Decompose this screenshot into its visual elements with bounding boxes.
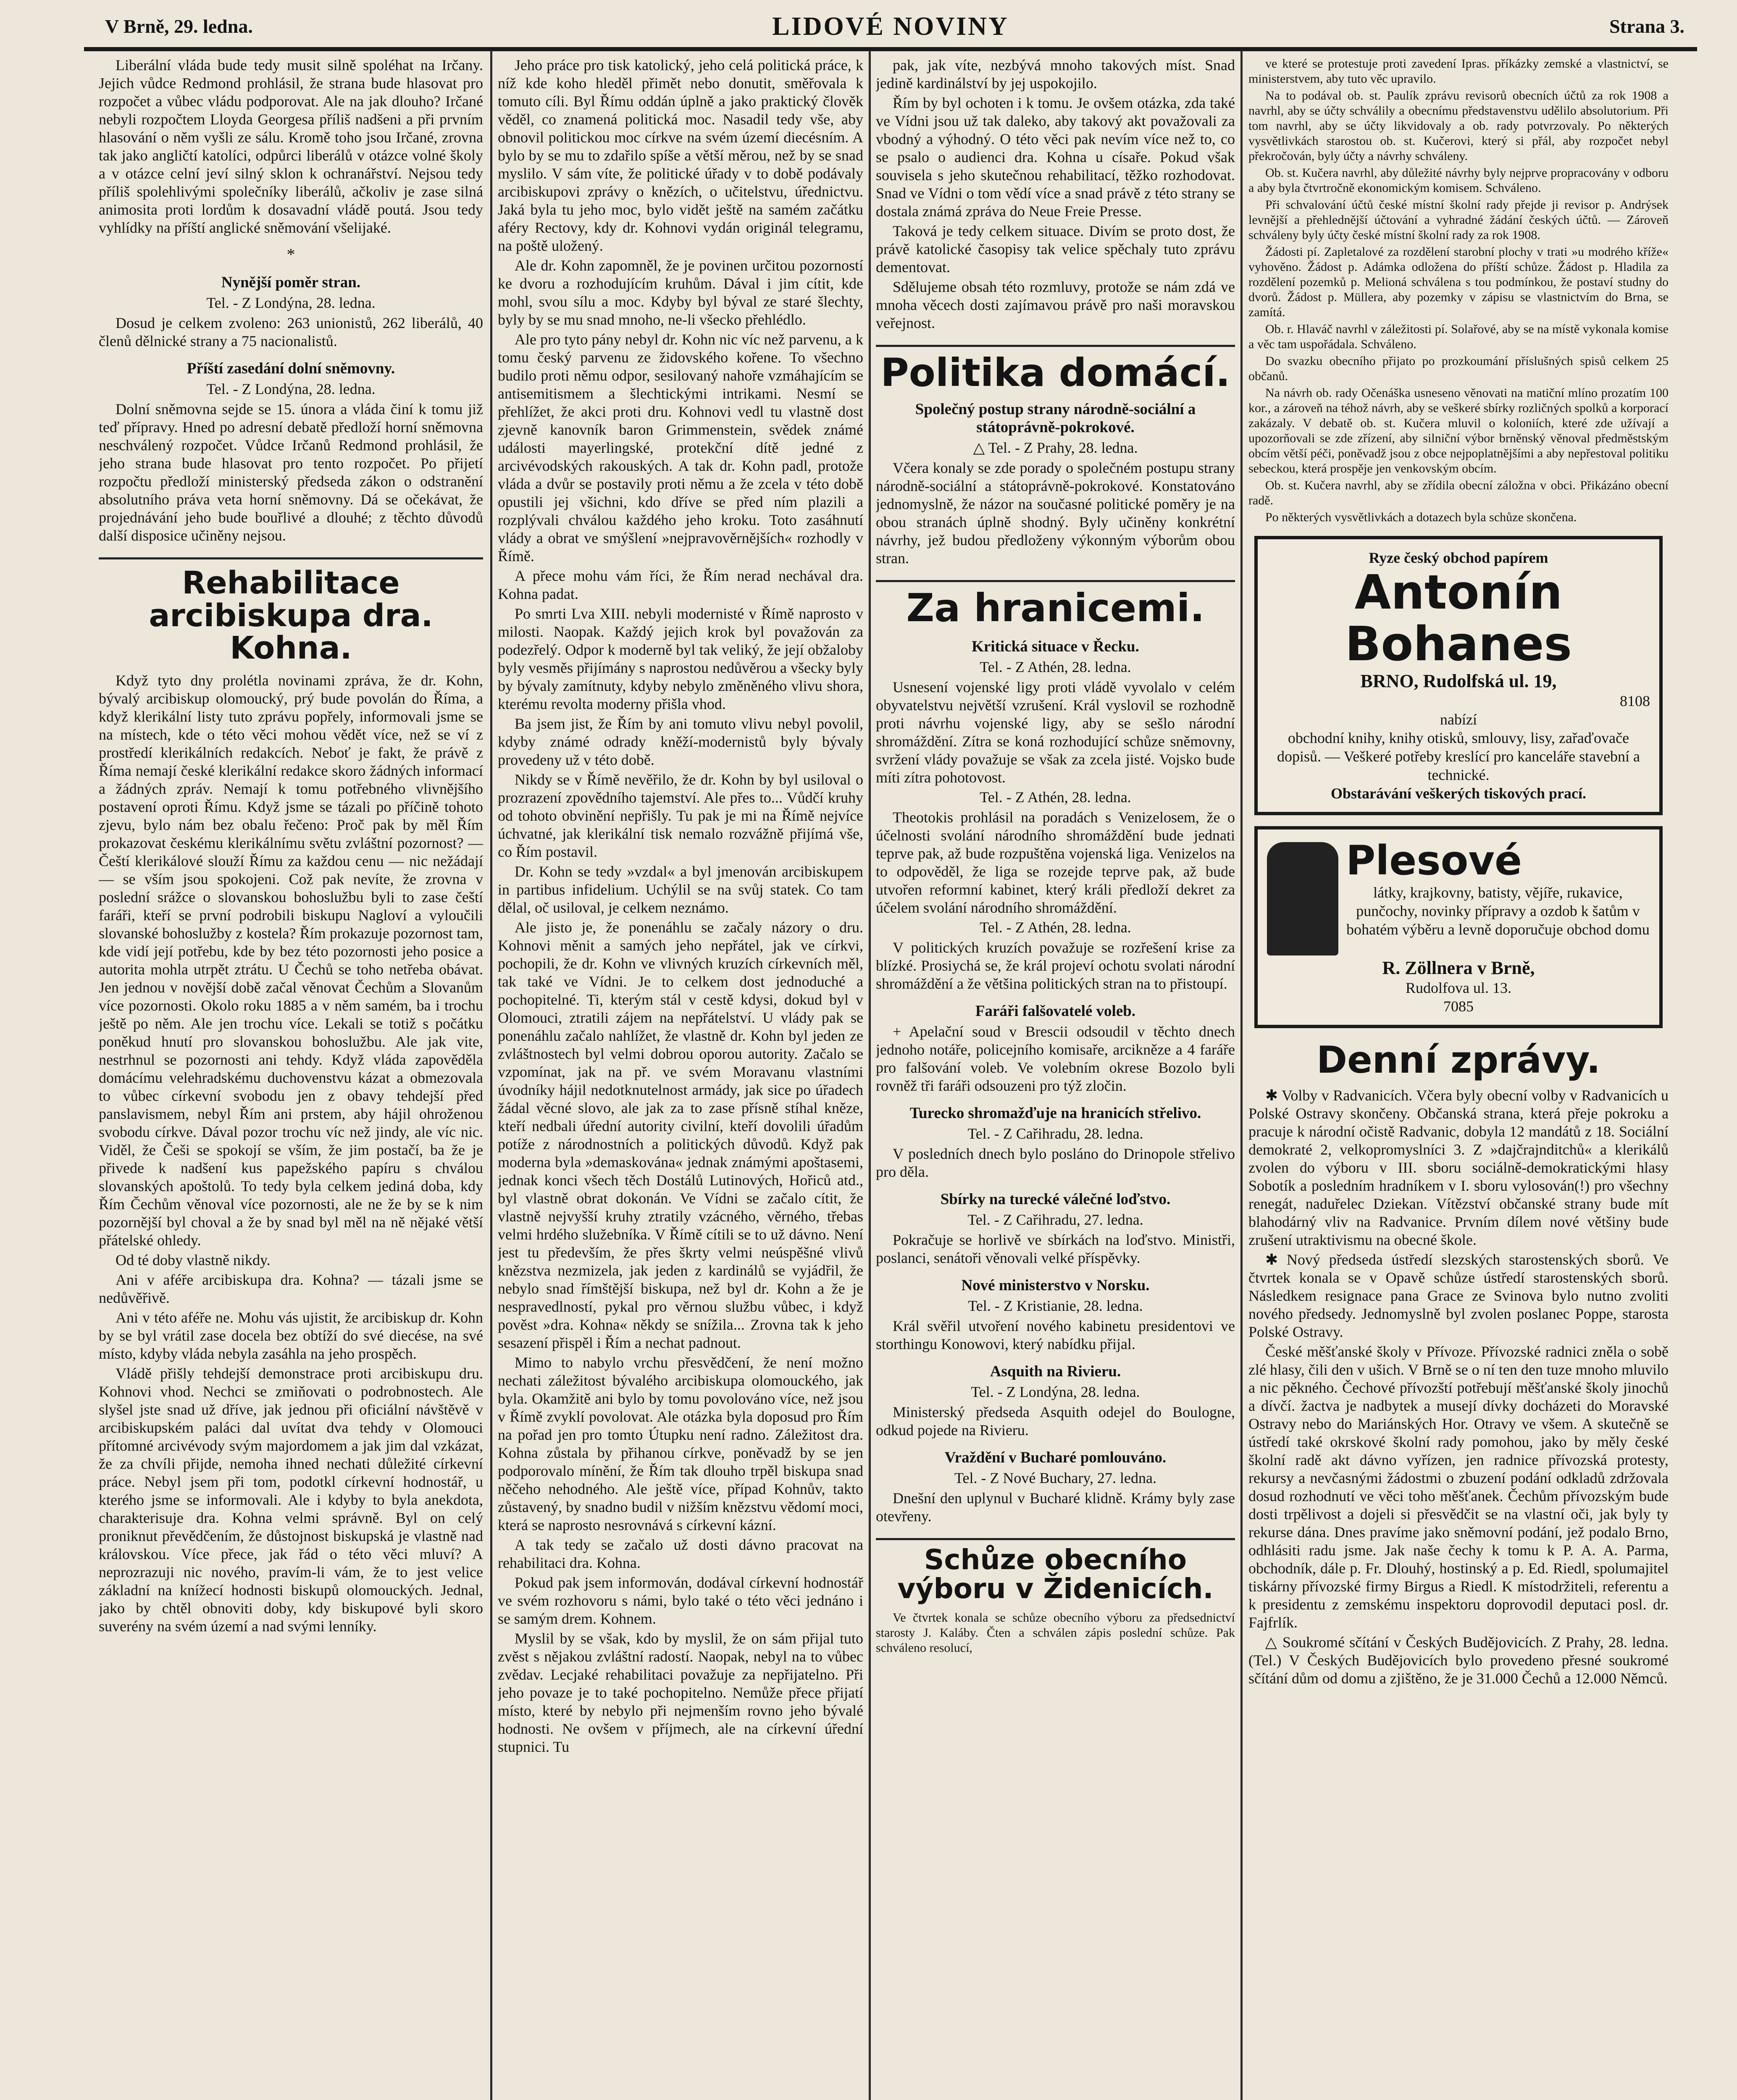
- dateline: Tel. - Z Cařihradu, 27. ledna.: [967, 1211, 1143, 1228]
- separator-star: *: [286, 245, 295, 264]
- article-paragraph: Ministerský předseda Asquith odejel do Boulogne, odkud pojede na Rivieru.: [876, 1404, 1235, 1439]
- article-paragraph: Ale pro tyto pány nebyl dr. Kohn nic víc než parvenu, a k tomu český parvenu ze židovského kořene. To všechno budilo proti němu odpor, sesilovaný nahoře vzmáhajícím se antisemitismem a šlechtickými intrikami. Nesmí se přehlížet, že akci proti dru. Kohnovi vedl tu vlastně dost zjevně kanovník baron Grimmenstein, svědek známé události mayerlingské, protekční dítě jedné z arcivévodských rakouských. A tak dr. Kohn padl, protože vláda a dvůr se postavily proti němu a že zcela v této době opustili jej všichni, kdo dříve se před ním plazili a rozplývali chválou každého jeho kroku. Toto zasáhnutí vlády a obrat ve smýšlení »nejpravověrnějších« rozhodly v Římě.: [498, 331, 863, 564]
- article-paragraph: Po některých vysvětlivkách a dotazech byla schůze skončena.: [1265, 510, 1577, 524]
- article-paragraph: České měšťanské školy v Přívoze. Přívozské radnici zněla o sobě zlé hlasy, čili den v ušich. V Brně se o ní ten den tuze mnoho mluvilo a nic pěkného. Čechové přívozští potřebují měšťanské školy jinochů a dívčí. žactva je nadbytek a musejí dívky docházeti do Moravské Ostravy nebo do Mariánských Hor. Otravy ve všem. A skutečně se ústředí také okrskové školní rady pomohou, jako by měly české školní radě akt dávno vyřízen, jen radnice přívozská protesty, rekursy a nevčasnými žádostmi o zbuzení podání odkladů zdržovala dosud rozhodnutí ve věci toho měšťanek. Čechům přívozským bude dosti trpělivost a dojeli si přesvědčit se na vlastní oči, jak byly ty rekurse dána. Dnes pravíme jako sněmovní podání, jež podalo Brno, odhlásiti radu jsme. Jak naše čechy k tomu k P. A. A. Parma, obchodník, dále p. Fr. Dlouhý, hostinský a p. Ed. Riedl, spolumajitel tiskárny přívozské firmy Birgus a Riedl. K místodržiteli, referentu a k presidentu z zemskému inspektoru doprovodil deputaci posl. dr. Fajfrlík.: [1248, 1343, 1669, 1631]
- ad-text: nabízí: [1440, 711, 1477, 728]
- article-paragraph: Dnešní den uplynul v Bucharé klidně. Krámy byly zase otevřeny.: [876, 1490, 1235, 1525]
- dateline: Tel. - Z Cařihradu, 28. ledna.: [967, 1125, 1143, 1142]
- column-1: [99, 56, 483, 2100]
- section-heading: Vraždění v Bucharé pomlouváno.: [944, 1449, 1167, 1467]
- article-paragraph: Vládě přišly tehdejší demonstrace proti arcibiskupu dru. Kohnovi vhod. Nechci se zmiňovati o podrobnostech. Ale slyšel jste snad už dříve, jak jednou při oficiální návštěvě v arcibiskupském paláci dal uvítat dva tehdy v Olomouci přítomné arcivévody svým majordomem a jak jim dal vzkázat, že za chvíli přijde, nemoha ihned nechati důležité církevní práce. Nebyl jsem při tom, podotkl církevní hodnostář, u kterého jsme se informovali. Ale i kdyby to byla anekdota, charakterisuje dra. Kohna velmi správně. Byl on celý proniknut převědčením, že důstojnost biskupská je vlastně nad královskou. Více přece, jak řád o této věci mluví? A neprozrazuji nic nového, pravím-li vám, že to jest velice základní na knížecí hodnosti biskupů olomouckých. Jednal, jako by chtěl obnoviti doby, kdy biskupové byli skoro suverény na svém území a nad svými lenníky.: [99, 1365, 483, 1635]
- page-number: Strana 3.: [1609, 16, 1684, 37]
- article-paragraph: Ba jsem jist, že Řím by ani tomuto vlivu nebyl povolil, kdyby známé odrady kněží-modernistů byly bývaly provedeny už v této době.: [498, 715, 863, 768]
- article-headline: Rehabilitace arcibiskupa dra. Kohna.: [99, 557, 483, 665]
- article-paragraph: Dolní sněmovna sejde se 15. února a vláda činí k tomu již teď přípravy. Hned po adresní debatě předloží horní sněmovna neschválený rozpočet. Vůdce Irčanů Redmond prohlásil, že jeho strana bude hlasovat pro tento rozpočet. Po přijetí rozpočtu předloží ministerský předseda zákon o odstranění absolutního práva veta horní sněmovny. Dá se očekávat, že projednávání jeho bude bouřlivé a dlouhé; z těchto důvodů další disposice učiněny nejsou.: [99, 401, 483, 544]
- article-paragraph: Žádosti pí. Zapletalové za rozdělení starobní plochy v trati »u modrého kříže« vyhověno. Žádost p. Adámka odložena do příští schůze. Žádost p. Hladila za rozdělení pozemků p. Melioná schválena s tou podmínkou, že postaví studny do dvorů. Žádost p. Müllera, aby pozemky v zápisu se vlastnictvím do Brna, se zamítá.: [1248, 245, 1669, 319]
- article-paragraph: △ Soukromé sčítání v Českých Budějovicích. Z Prahy, 28. ledna. (Tel.) V Českých Budějovicích bylo provedeno přesné soukromé sčítání dům od domu a zjištěno, že je 31.000 Čechů a 12.000 Němců.: [1248, 1633, 1669, 1687]
- article-paragraph: ve které se protestuje proti zavedení Ipras. příkázky zemské a vlastnictví, se ministerstvem, aby tuto věc upravilo.: [1248, 57, 1669, 86]
- advertisement-zollner: [1254, 826, 1663, 1028]
- column-rule: [490, 50, 492, 2100]
- section-heading: Sbírky na turecké válečné loďstvo.: [940, 1191, 1171, 1208]
- article-paragraph: Při schvalování účtů české místní školní rady přejde ji revisor p. Andrýsek levnější a přehlednější účtování a vyhradné žádání českých účtů. — Zároveň schváleny byly účty české místní školní rady za rok 1908.: [1248, 198, 1669, 242]
- section-headline: Denní zprávy.: [1317, 1038, 1600, 1082]
- masthead: [84, 7, 1697, 51]
- article-paragraph: Dr. Kohn se tedy »vzdal« a byl jmenován arcibiskupem in partibus infidelium. Uchýlil se na svůj statek. Co tam dělal, oč usiloval, je celkem neznámo.: [498, 863, 863, 916]
- article-paragraph: Liberální vláda bude tedy musit silně spoléhat na Irčany. Jejich vůdce Redmond prohlásil, že strana bude hlasovat pro rozpočet a vůbec vládu podporovat. Ale na jak dlouho? Irčané nebyli rozpočtem Lloyda Georgesa příliš nadšeni a při prvním hlasování o něm vyšli ze sálu. Kromě toho jsou Irčané, zrovna tak jako angličtí katolíci, odpůrci liberálů v otázce volné školy a v otázce celní jeví silný sklon k ochranářství. Nejsou tedy příliš spolehlivými společníky liberálů, ačkoliv je zase silná animosita proti lordům k dosavadní vládě poutá. Jsou tedy vyhlídky na příští anglické sněmování všelijaké.: [99, 57, 483, 236]
- article-paragraph: A přece mohu vám říci, že Řím nerad nechával dra. Kohna padat.: [498, 567, 863, 602]
- article-paragraph: Včera konaly se zde porady o společném postupu strany národně-sociální a státoprávně-pokrokové. Konstatováno jednomyslně, že názor na současné politické poměry je na obou stranách úplně shodný. Byly učiněny konkrétní návrhy, jež budou předloženy výkonným výborům obou stran.: [876, 459, 1235, 567]
- article-paragraph: Ob. st. Kučera navrhl, aby se zřídila obecní záložna v obci. Přikázáno obecní radě.: [1248, 478, 1669, 507]
- article-paragraph: Jeho práce pro tisk katolický, jeho celá politická práce, k níž kde koho hleděl přimět nebo donutit, směřovala k tomuto cíli. Byl Římu oddán úplně a jako praktický člověk věděl, co znamená politická moc. Nasadil tedy vše, aby obnovil politickou moc církve na svém území diecésním. A bylo by se mu to zdařilo spíše a větší měrou, než by se snad myslilo. V sám víte, že politické úřady v to době podávaly arcibiskupovi zprávy o knězích, o učitelstvu, úřednictvu. Jaká byla tu jeho moc, bylo vidět ještě na samém začátku aféry Rectovy, kdy dr. Kohnovi vydán originál telegramu, na poště uložený.: [498, 57, 863, 254]
- ad-text: látky, krajkovny, batisty, vějíře, rukavice, punčochy, novinky přípravy a ozdob k šatům v bohatém výběru a levně doporučuje obchod domu: [1346, 884, 1650, 938]
- article-paragraph: Sdělujeme obsah této rozmluvy, protože se nám zdá ve mnoha věcech dosti zajímavou právě pro naši moravskou veřejnost.: [876, 278, 1235, 331]
- advertisement-bohanes: [1254, 536, 1663, 815]
- dateline: Tel. - Z Londýna, 28. ledna.: [971, 1383, 1140, 1401]
- article-paragraph: Mimo to nabylo vrchu přesvědčení, že není možno nechati záležitost bývalého arcibiskupa olomouckého, jak byla. Okamžitě ani bylo by tomu povolováno více, než jsou v Římě zvyklí povolovat. Ale otázka byla doposud pro Řím na pořad jen pro tomto Útupku není radno. Záležitost dra. Kohna zůstala by přihanou církve, poněvadž by se jen podporovalo mínění, že Řím tak dlouho trpěl biskupa snad něčeho nehodného. Ale ještě více, případ Kohnův, takto zůstavený, by snadno budil v nižším knězstvu vědomí moci, která se naprosto nesrovnává s církevní kázní.: [498, 1354, 863, 1533]
- article-paragraph: A tak tedy se začalo už dosti dávno pracovat na rehabilitaci dra. Kohna.: [498, 1536, 863, 1571]
- dateline: Tel. - Z Athén, 28. ledna.: [980, 919, 1131, 936]
- article-paragraph: Ani v této aféře ne. Mohu vás ujistit, že arcibiskup dr. Kohn by se byl vrátil zase docela bez obtíží do své diecése, na své místo, kdyby vláda nebyla zasáhla na jeho prospěch.: [99, 1309, 483, 1362]
- article-paragraph: Do svazku obecního přijato po prozkoumání příslušných spisů celkem 25 občanů.: [1248, 354, 1669, 383]
- dateline: Tel. - Z Londýna, 28. ledna.: [206, 381, 376, 397]
- column-rule: [1240, 50, 1243, 2100]
- article-paragraph: Ve čtvrtek konala se schůze obecního výboru za předsednictví starosty J. Kaláby. Čten a schválen zápis poslední schůze. Pak schváleno resolucí,: [876, 1610, 1235, 1655]
- dateline: Tel. - Z Nové Buchary, 27. ledna.: [954, 1470, 1156, 1487]
- article-paragraph: Na návrh ob. rady Očenáška usneseno věnovati na matiční mlíno prozatím 100 kor., a zároveň na téhož návrh, aby se veškeré sbírky rozličných spolků a korporací zakázaly. V debatě ob. st. Kučera mluvil o koloniích, které zde užívají a upozorňovali se zde zřízení, aby silniční výbor brněnský věnoval předměstským obcím větší péči, poněvadž jsou z obce nejpoplatnějšími a aby nepřestoval politiku sebeckou, která prospěje jen venkovským obcím.: [1248, 386, 1669, 475]
- article-paragraph: ✱ Nový předseda ústředí slezských starostenských sborů. Ve čtvrtek konala se v Opavě schůze ústředí starostenských sborů. Následkem resignace pana Grace ze Svinova bylo nutno zvoliti nového předsedy. Jednomyslně byl zvolen poslanec Poppe, starosta Polské Ostravy.: [1248, 1251, 1669, 1340]
- column-3: [876, 56, 1235, 2100]
- article-paragraph: Theotokis prohlásil na poradách s Venizelosem, že o účelnosti svolání národního shromáždění bude jednati teprve pak, až bude rozpuštěna vojenská liga. Venizelos na to odpověděl, že liga se rozejde teprve pak, až bude utvořen reformní kabinet, který králi předloží dekret za účelem svolání národního shromáždění.: [876, 809, 1235, 916]
- section-headline: Za hranicemi.: [876, 580, 1235, 629]
- issue-date: V Brně, 29. ledna.: [105, 16, 253, 37]
- column-rule: [869, 50, 871, 2100]
- ad-address: BRNO, Rudolfská ul. 19,: [1360, 671, 1557, 692]
- article-paragraph: Řím by byl ochoten i k tomu. Je ovšem otázka, zda také ve Vídni jsou už tak daleko, aby takový akt považovali za vbodný a výhodný. O této věci pak nevím více než to, co se psalo o audienci dra. Kohna u císaře. Pokud však souvisela s jeho skutečnou rehabilitací, těžko rozhodovat. Snad ve Vídni o tom vědí více a snad právě z této strany se dostala známá zpráva do Neue Freie Presse.: [876, 94, 1235, 220]
- article-paragraph: Král svěřil utvoření nového kabinetu presidentovi ve storthingu Konowovi, který nabídku přijal.: [876, 1318, 1235, 1353]
- article-subheading: Společný postup strany národně-sociální a státoprávně-pokrokové.: [915, 400, 1196, 436]
- article-paragraph: Ani v aféře arcibiskupa dra. Kohna? — tázali jsme se nedůvěřivě.: [99, 1271, 483, 1307]
- ad-tagline: Ryze český obchod papírem: [1369, 549, 1548, 566]
- article-paragraph: Ale dr. Kohn zapomněl, že je povinen určitou pozorností ke dvoru a rozhodujícím kruhům. Dával i jim cítit, kde mohl, svou sílu a moc. Kdyby byl býval ze staré šlechty, byly by se mu snad mnoho, ne-li všecko přehlédlo.: [498, 257, 863, 328]
- newspaper-title: LIDOVÉ NOVINY: [772, 12, 1009, 41]
- section-heading: Kritická situace v Řecku.: [972, 638, 1139, 656]
- dateline: △ Tel. - Z Prahy, 28. ledna.: [973, 439, 1138, 456]
- section-heading: Příští zasedání dolní sněmovny.: [187, 360, 395, 377]
- column-4: [1248, 56, 1669, 2100]
- ad-company-name: Antonín Bohanes: [1345, 565, 1572, 672]
- dateline: Tel. - Z Kristianie, 28. ledna.: [968, 1297, 1143, 1315]
- article-paragraph: V politických kruzích považuje se rozřešení krise za blízké. Prosiychá se, že král projeví ochotu svolati národní shromáždění a že většina politických stran na to přistoupí.: [876, 939, 1235, 992]
- section-heading: Nové ministerstvo v Norsku.: [961, 1277, 1150, 1294]
- article-paragraph: Usnesení vojenské ligy proti vládě vyvolalo v celém obyvatelstvu největší vzrušení. Král vyslovil se rozhodně proti návrhu vojenské ligy, aby se sešlo národní shromáždění. Zítra se koná rozhodující schůze sněmovny, svržení vlády považuje se však za zcela jisté. Vojsko bude míti zítra pohotovost.: [876, 679, 1235, 786]
- article-paragraph: pak, jak víte, nezbývá mnoho takových míst. Snad jedině kardinálství by jej uspokojilo.: [876, 57, 1235, 92]
- article-paragraph: Dosud je celkem zvoleno: 263 unionistů, 262 liberálů, 40 členů dělnické strany a 75 nacionalistů.: [99, 315, 483, 349]
- ad-number: 7085: [1443, 998, 1474, 1015]
- ad-number: 8108: [1620, 693, 1650, 710]
- ornament-figure-icon: [1267, 842, 1338, 956]
- article-paragraph: Po smrti Lva XIII. nebyli modernisté v Římě naprosto v milosti. Naopak. Každý jejich krok byl považován za podezřelý. Odpor k moderně byl tak veliký, že její obžaloby byly vesměs přijímány s naprostou nedůvěrou a všecky byly by bývaly zamítnuty, kdyby nebylo změněného vlivu shora, kterému revolta moderny přišla vhod.: [498, 605, 863, 712]
- article-headline: Schůze obecního výboru v Židenicích.: [876, 1538, 1235, 1604]
- ad-text: obchodní knihy, knihy otisků, smlouvy, lisy, zařaďovače dopisů. — Veškeré potřeby kreslící pro kanceláře stavební a technické.: [1277, 730, 1640, 784]
- ad-text: Obstarávání veškerých tiskových prací.: [1331, 785, 1586, 802]
- section-heading: Faráři falšovatelé voleb.: [975, 1003, 1136, 1020]
- dateline: Tel. - Z Athén, 28. ledna.: [980, 789, 1131, 806]
- ad-company-name: R. Zöllnera v Brně,: [1382, 958, 1535, 979]
- column-2: [498, 56, 863, 2100]
- article-paragraph: V posledních dnech bylo posláno do Drinopole střelivo pro děla.: [876, 1145, 1235, 1181]
- section-headline: Politika domácí.: [876, 345, 1235, 394]
- article-paragraph: Od té doby vlastně nikdy.: [116, 1252, 271, 1269]
- dateline: Tel. - Z Londýna, 28. ledna.: [206, 294, 376, 311]
- article-paragraph: + Apelační soud v Brescii odsoudil v těchto dnech jednoho notáře, policejního komisaře, arcikněze a 4 faráře pro falšování voleb. Ve volebním okrese Bozolo byli rovněž tři faráři odsouzeni pro týž zločin.: [876, 1023, 1235, 1095]
- article-paragraph: ✱ Volby v Radvanicích. Včera byly obecní volby v Radvanicích u Polské Ostravy skončeny. Občanská strana, která přeje pokroku a pracuje k národní očistě Radvanic, dobyla 12 mandátů z 18. Sociální demokraté 2, velkopromyslníci 3. Z »dajčrajnditchů« a klerikálů zvolen do výboru v III. sboru sociálně-demokratickými hlasy Sobotík a posledním hradníkem v I. sboru vylosován(!) pro všechny renegát, naduřelec Dziekan. Vítězství občanské strany bude mít blahodárný vliv na Radvanice. Prvním dílem nové většiny bude zrušení utraktivismu na obecné škole.: [1248, 1087, 1669, 1248]
- article-paragraph: Ob. st. Kučera navrhl, aby důležité návrhy byly nejprve propracovány v odboru a aby byla čtvrtročně ekonomickým komisem. Schváleno.: [1248, 166, 1669, 195]
- ad-headline: Plesové: [1346, 837, 1522, 885]
- section-heading: Turecko shromažďuje na hranicích střelivo.: [909, 1105, 1201, 1122]
- article-paragraph: Myslil by se však, kdo by myslil, že on sám přijal tuto zvěst s nějakou zvláštní radostí. Naopak, nebyl na to vůbec zvědav. Lecjaké rehabilitaci považuje za nepřijatelno. Při jeho povaze je to také pochopitelno. Nemůže přece přijatí místo, které by nebylo při nejmenším rovno jeho bývalé hodnosti. Ne ovšem v příjmech, ale na církevní úřední stupnici. Tu: [498, 1630, 863, 1755]
- article-paragraph: Ob. r. Hlaváč navrhl v záležitosti pí. Solařové, aby se na místě vykonala komise a věc tam uspořádala. Schváleno.: [1248, 322, 1669, 351]
- article-paragraph: Pokračuje se horlivě ve sbírkách na loďstvo. Ministři, poslanci, senátoři věnovali velké příspěvky.: [876, 1231, 1235, 1267]
- article-paragraph: Na to podával ob. st. Paulík zprávu revisorů obecních účtů za rok 1908 a navrhl, aby se účty schválily a obecnímu představenstvu udělilo absolutorium. Při tom navrhl, aby se účty likvidovaly a ob. rady potvrzovaly. Po některých vysvětlivkách starostou ob. st. Kučerovi, který si přál, aby rozpočet nebyl překročován, byly účty a návrhy schváleny.: [1248, 89, 1669, 163]
- ad-address: Rudolfova ul. 13.: [1406, 979, 1511, 997]
- article-paragraph: Pokud pak jsem informován, dodával církevní hodnostář ve svém rozhovoru s námi, bylo také o této věci jednáno i se samým drem. Kohnem.: [498, 1574, 863, 1627]
- article-paragraph: Když tyto dny prolétla novinami zpráva, že dr. Kohn, bývalý arcibiskup olomoucký, prý bude povolán do Říma, a když klerikální listy tuto zprávu popřely, informovali jsme se na místech, kde o této věci mohou vědět více, než se ví z prostředí klerikálních redakcích. Neboť je fakt, že právě z Říma nemají české klerikální redakce skoro žádných informací a žádných zpráv. Nemají k tomu potřebného vlivnějšího postavení oproti Římu. Když jsme se tázali po příčině tohoto zjevu, bylo nám bez obalu řečeno: Proč pak by měl Řím prokazovat českému klerikálnímu světu zvláštní pozornost? — Čeští klerikálové slouží Římu za každou cenu — nic nežádají — se vším jsou spokojeni. Což pak nevíte, že zrovna v poslední srážce o slovanskou bohoslužbu byli to zase čeští faráři, kteří se první podrobili biskupu Nagloví a vyloučili slovanské bohoslužby z kostela? Řím prokazuje pozornost tam, kde vidí její potřebu, kde by bez této pozornosti jeho posice a autorita mohla utrpět ztrátu. U Čechů se toho netřeba obávat. Jen jednou v novější době začal věnovat Čechům a Slovanům více pozornosti. Okolo roku 1885 a v něm samém, ba i trochu ještě po něm. Ale jen trochu více. Lekali se totiž s počátku poněkud hnutí pro slovanskou bohoslužbu. Ale jak vite, nestrhnul se pozornosti ani tehdy. Když vláda zapověděla domácímu velehradskému duchovenstvu kázat a obmezovala to vůbec církevní svobodu jen z obavy tehdejší před panslavismem, nebyl Řím ani prstem, aby hájil ohroženou svobodu církve. Dával pozor trochu víc než jindy, ale víc nic. Viděl, že Češi se spokojí se vším, že jim postačí, ba že je přivede k nadšení kus papežského papíru s chválou slovanských apoštolů. To tedy byla celkem jediná doba, kdy Řím Čechům věnoval více pozornosti, ale ne že by se k nim pozornější byl choval a že by snad byl měl na ně nějaké větší přátelské ohledy.: [99, 672, 483, 1249]
- article-paragraph: Ale jisto je, že ponenáhlu se začaly názory o dru. Kohnovi měnit a samých jeho nepřátel, jak ve církvi, pochopili, že dr. Kohn ve vlivných kruzích církevních měl, tak také ve Vídni. Je to celkem dost jednoduché a pochopitelné. Ti, kterým stál v cestě kdysi, dokud byl v Olomouci, ztratili zájem na nepřátelství. U vlády pak se ponenáhlu začalo nahlížet, že vlastně dr. Kohn byl jeden ze zvláštnostech byl velmi dobrou oporou autority. Začalo se vzpomínat, jak na př. ve svém Moravanu vlastními úvodníky hájil nedotknutelnost armády, jak sice po úřadech žádal věcné slovo, ale jak za to zase přísně stíhal kněze, kteří nedbali úřední autority civilní, kteří dovolili úřadům potíže z národnostních a politických důvodů. Když pak moderna byla »demaskována« jednak známými apoštasemi, jednak konci všech těch Dostálů Lutinových, Hořiců atd., byl vlastně obrat dokonán. Ve Vídni se začalo cítit, že vlastně nejvyšší kruhy ztratily vzácného, věrného, třebas velmi hrdého služebníka. V Římě cítili se to už dávno. Není jest tu především, že přes škrty velmi neúspěšné vlivů knězstva nezmizela, jak jeden z kardinálů se vyjádřil, že nebylo snad římštější biskupa, než byl dr. Kohn a že je nespravedlností, pykal pro věrnou službu vůbec, i když pověst »dra. Kohna« někdy se snížila... Zrovna tak k jeho sesazení přispěl i Řím a nechat padnout.: [498, 919, 863, 1351]
- section-heading: Nynější poměr stran.: [221, 274, 361, 291]
- dateline: Tel. - Z Athén, 28. ledna.: [980, 659, 1131, 676]
- article-paragraph: Nikdy se v Římě nevěřilo, že dr. Kohn by byl usiloval o prozrazení zpovědního tajemství. Ale přes to... Vůdčí kruhy od tohoto obvinění nepřišly. Tu pak je mi na Římě nejvíce úchvatné, jak klerikální tisk nemalo rozvážně přijímá vše, co Řím postavil.: [498, 771, 863, 860]
- section-heading: Asquith na Rivieru.: [990, 1363, 1121, 1381]
- article-paragraph: Taková je tedy celkem situace. Divím se proto dost, že právě katolické časopisy tak velice spěchaly tuto zprávu dementovat.: [876, 223, 1235, 276]
